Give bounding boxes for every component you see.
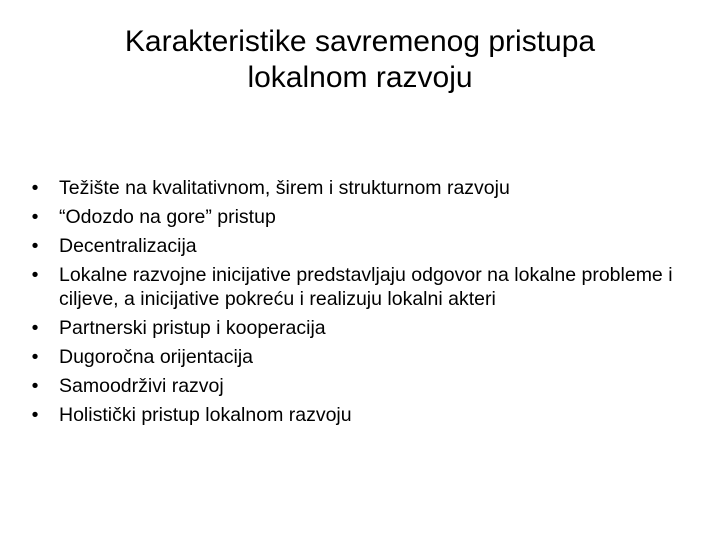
bullet-item	[28, 314, 708, 343]
bullet-text: Samoodrživi razvoj	[59, 375, 224, 397]
bullet-icon: •	[31, 235, 39, 257]
bullet-icon: •	[31, 177, 39, 199]
bullet-item	[28, 261, 708, 314]
bullet-icon: •	[31, 206, 39, 228]
bullet-item	[28, 232, 708, 261]
bullet-icon: •	[31, 317, 39, 339]
bullet-item	[28, 174, 708, 203]
bullet-text: “Odozdo na gore” pristup	[59, 206, 276, 228]
bullet-icon: •	[31, 404, 39, 426]
bullet-text: Holistički pristup lokalnom razvoju	[59, 404, 352, 426]
bullet-list	[28, 174, 708, 430]
slide-title-line-2: lokalnom razvoju	[247, 61, 473, 94]
slide-title	[0, 24, 720, 96]
bullet-item	[28, 343, 708, 372]
bullet-icon: •	[31, 264, 39, 286]
bullet-text: Težište na kvalitativnom, širem i strukturnom razvoju	[59, 177, 510, 199]
bullet-item	[28, 203, 708, 232]
bullet-icon: •	[31, 375, 39, 397]
slide-title-line-1: Karakteristike savremenog pristupa	[124, 25, 596, 58]
bullet-item	[28, 401, 708, 430]
bullet-item	[28, 372, 708, 401]
bullet-icon: •	[31, 346, 39, 368]
bullet-text: Lokalne razvojne inicijative predstavljaju odgovor na lokalne probleme i ciljeve, a inicijative pokreću i realizuju lokalni akteri	[59, 264, 673, 310]
bullet-text: Dugoročna orijentacija	[59, 346, 254, 368]
bullet-text: Partnerski pristup i kooperacija	[59, 317, 326, 339]
bullet-text: Decentralizacija	[59, 235, 197, 257]
